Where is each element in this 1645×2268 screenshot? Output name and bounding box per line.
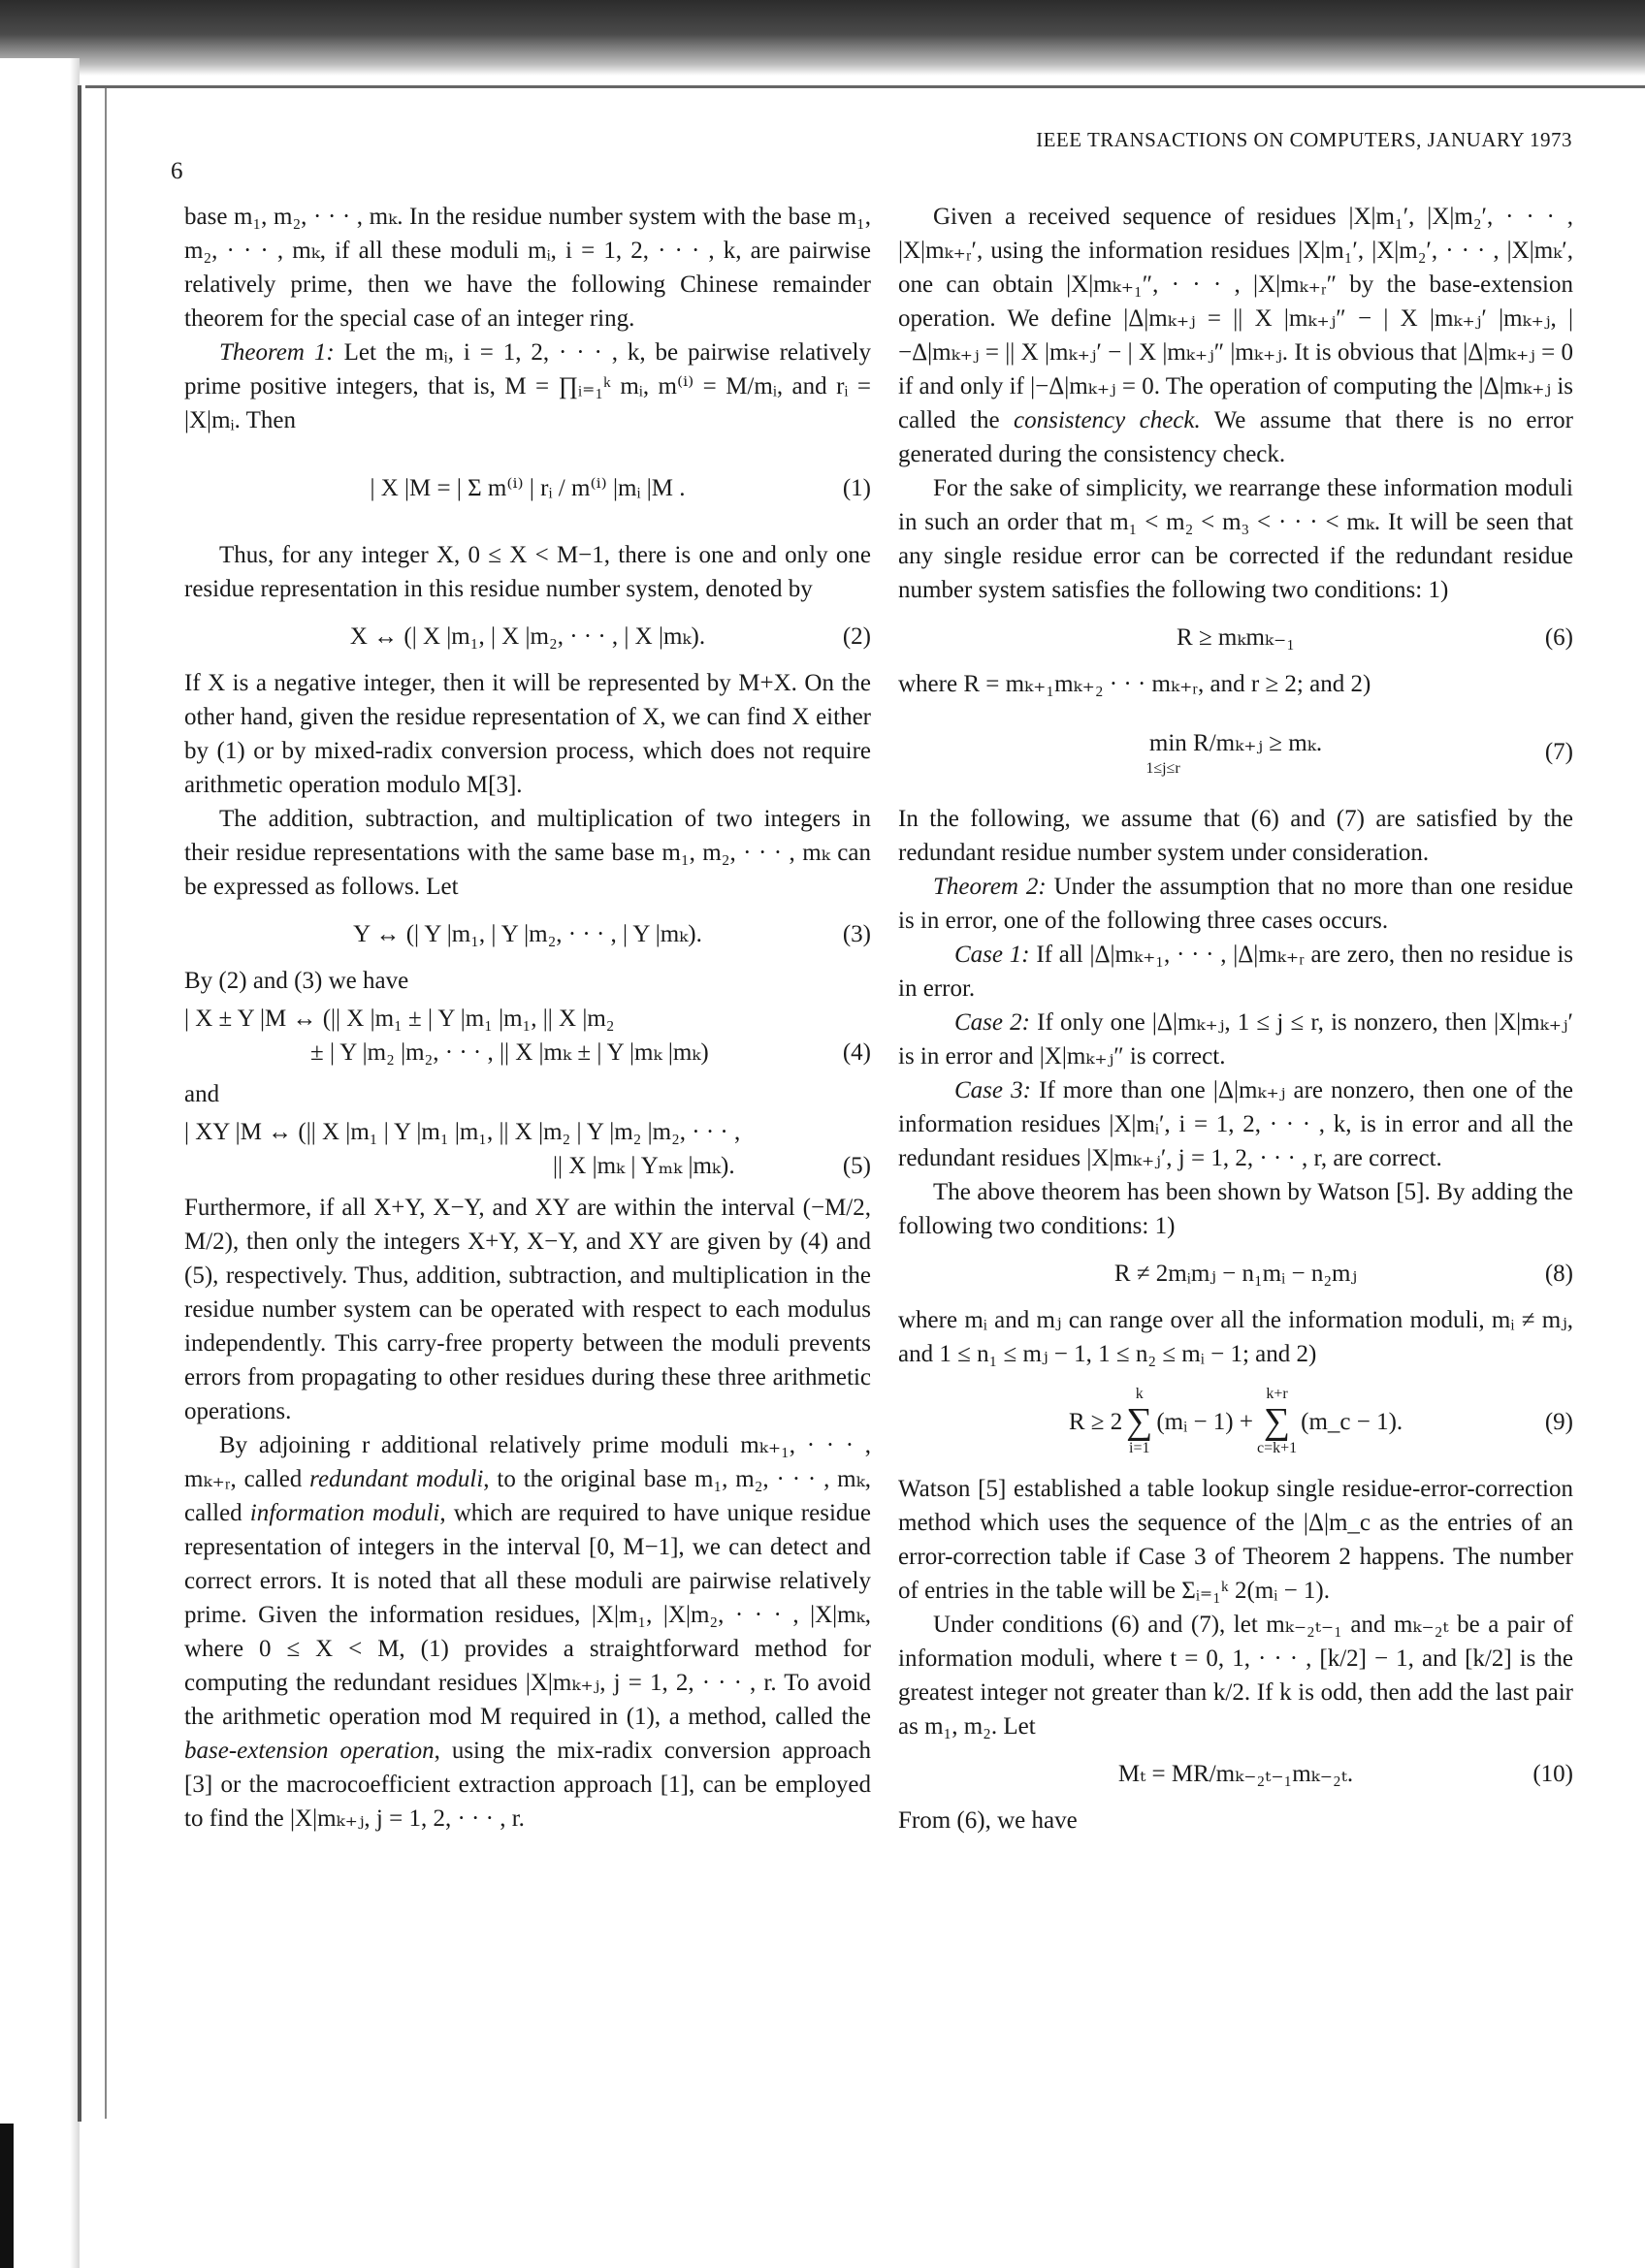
equation-body: min R/mₖ₊ⱼ ≥ mₖ.	[1148, 729, 1323, 756]
paragraph: The above theorem has been shown by Watson [5]. By adding the following two conditions: 1)	[898, 1179, 1573, 1239]
emphasis: consistency check.	[1014, 407, 1201, 433]
paragraph	[898, 200, 1573, 471]
sigma-icon: ∑	[1126, 1401, 1153, 1442]
equation-body: R ≥ mₖmₖ₋₁	[1177, 623, 1295, 651]
equation-number: (10)	[1532, 1760, 1573, 1787]
paragraph: where mᵢ and mⱼ can range over all the information moduli, mᵢ ≠ mⱼ, and 1 ≤ n₁ ≤ mⱼ − 1, 1 ≤ n₂ ≤ mᵢ − 1; and 2)	[898, 1307, 1573, 1367]
page-edge-top	[85, 85, 1645, 88]
page-edge	[78, 85, 81, 2122]
equation-body: X ↔ (| X |m₁, | X |m₂, · · · , | X |mₖ).	[349, 623, 706, 650]
paragraph: By (2) and (3) we have	[184, 968, 409, 994]
equation-rhs: (m_c − 1).	[1301, 1408, 1403, 1435]
equation-number: (9)	[1544, 1408, 1573, 1435]
theorem-1	[184, 335, 871, 437]
paragraph: base m₁, m₂, · · · , mₖ. In the residue number system with the base m₁, m₂, · · · , mₖ, if all these moduli mᵢ, i = 1, 2, · · · , k, are pairwise relatively prime, then we have the following Chinese remainder theorem for the special case of an integer ring.	[184, 204, 871, 332]
equation-body: Mₜ = MR/mₖ₋₂ₜ₋₁mₖ₋₂ₜ.	[1117, 1760, 1354, 1787]
equation-6	[898, 615, 1573, 659]
equation-1	[184, 445, 871, 530]
equation-line: ± | Y |m₂ |m₂, · · · , || X |mₖ ± | Y |mₖ |mₖ)	[310, 1039, 709, 1066]
equation-number: (6)	[1544, 623, 1573, 651]
text-run: , which are required to have unique residue representation of integers in the interval [0, M−1], we can detect and correct errors. It is noted that all these moduli are pairwise relatively prime. Given the information residues, |X|m₁, |X|m₂, · · · , |X|mₖ, where 0 ≤ X < M, (1) provides a straightforward method for computing the redundant residues |X|mₖ₊ⱼ, j = 1, 2, · · · , r. To avoid the arithmetic operation mod M required in (1), a method, called the	[184, 1500, 871, 1730]
equation-number: (4)	[842, 1039, 871, 1066]
case-label: Case 1:	[954, 942, 1030, 968]
sum-upper: k	[1135, 1386, 1144, 1402]
equation-limit: 1≤j≤r	[1145, 759, 1180, 777]
case-1	[898, 938, 1573, 1006]
paragraph: Watson [5] established a table lookup single residue-error-correction method which uses the sequence of the |Δ|m_c as the entries of an error-correction table if Case 3 of Theorem 2 happens. The number of entries in the table will be Σᵢ₌₁ᵏ 2(mᵢ − 1).	[898, 1476, 1573, 1604]
equation-number: (1)	[842, 474, 871, 501]
sigma-icon: ∑	[1264, 1401, 1291, 1442]
text-run: , to the original base m₁, m₂, · · · , mₖ, called	[184, 1466, 871, 1526]
equation-number: (5)	[842, 1153, 871, 1179]
theorem-label: Theorem 1:	[219, 339, 335, 366]
paragraph: For the sake of simplicity, we rearrange these information moduli in such an order that m₁ < m₂ < m₃ < · · · < mₖ. It will be seen that any single residue error can be corrected if the redundant residue number system satisfies the following two conditions: 1)	[898, 475, 1573, 603]
summation	[1257, 1386, 1297, 1457]
theorem-text: Under the assumption that no more than one residue is in error, one of the following three cases occurs.	[898, 874, 1573, 934]
equation-5	[184, 1115, 871, 1183]
equation-4	[184, 1002, 871, 1070]
theorem-2	[898, 870, 1573, 938]
emphasis: information moduli	[249, 1500, 440, 1526]
case-label: Case 2:	[954, 1009, 1030, 1036]
equation-3	[184, 911, 871, 956]
text-run: Given a received sequence of residues |X|m₁′, |X|m₂′, · · · , |X|mₖ₊ᵣ′, using the information residues |X|m₁′, |X|m₂′, · · · , |X|mₖ′, one can obtain |X|mₖ₊₁″, · · · , |X|mₖ₊ᵣ″ by the base-extension operation. We define |Δ|mₖ₊ⱼ = || X |mₖ₊ⱼ″ − | X |mₖ₊ⱼ′ |mₖ₊ⱼ, |−Δ|mₖ₊ⱼ = || X |mₖ₊ⱼ′ − | X |mₖ₊ⱼ″ |mₖ₊ⱼ. It is obvious that |Δ|mₖ₊ⱼ = 0 if and only if |−Δ|mₖ₊ⱼ = 0. The operation of computing the |Δ|mₖ₊ⱼ is called the	[898, 204, 1573, 433]
running-head: IEEE TRANSACTIONS ON COMPUTERS, JANUARY 1973	[1036, 128, 1572, 151]
equation-8	[898, 1251, 1573, 1295]
emphasis: base-extension operation	[184, 1738, 435, 1764]
equation-body: | X |M = | Σ m⁽ⁱ⁾ | rᵢ / m⁽ⁱ⁾ |mᵢ |M .	[370, 474, 686, 501]
paragraph: The addition, subtraction, and multiplication of two integers in their residue representations with the same base m₁, m₂, · · · , mₖ can be expressed as follows. Let	[184, 806, 871, 900]
theorem-label: Theorem 2:	[933, 874, 1047, 900]
sum-upper: k+r	[1266, 1386, 1288, 1402]
equation-number: (2)	[842, 623, 871, 650]
page-edge-inner	[105, 87, 107, 2119]
paragraph: If X is a negative integer, then it will be represented by M+X. On the other hand, given the residue representation of X, we can find X either by (1) or by mixed-radix conversion process, which does not require arithmetic operation modulo M[3].	[184, 670, 871, 798]
case-text: If all |Δ|mₖ₊₁, · · · , |Δ|mₖ₊ᵣ are zero, then no residue is in error.	[898, 942, 1573, 1002]
text-run: By adjoining r additional relatively prime moduli mₖ₊₁, · · · , mₖ₊ᵣ, called	[184, 1432, 871, 1492]
text-run: We assume that there is no error generated during the consistency check.	[898, 407, 1573, 467]
paragraph	[184, 1428, 871, 1836]
equation-body: R ≠ 2mᵢmⱼ − n₁mᵢ − n₂mⱼ	[1113, 1260, 1358, 1287]
text-run: , using the mix-radix conversion approach [3] or the macrocoefficient extraction approach [1], can be employed to find the |X|mₖ₊ⱼ, j = 1, 2, · · · , r.	[184, 1738, 871, 1832]
paragraph: Thus, for any integer X, 0 ≤ X < M−1, there is one and only one residue representation in this residue number system, denoted by	[184, 542, 871, 602]
paragraph: From (6), we have	[898, 1807, 1078, 1834]
equation-2	[184, 614, 871, 658]
equation-mid: (mᵢ − 1) +	[1156, 1408, 1253, 1435]
left-column	[184, 200, 871, 1836]
equation-10	[898, 1751, 1573, 1796]
equation-lhs: R ≥ 2	[1068, 1408, 1123, 1435]
summation	[1126, 1386, 1152, 1457]
paragraph: where R = mₖ₊₁mₖ₊₂ · · · mₖ₊ᵣ, and r ≥ 2; and 2)	[898, 671, 1371, 697]
equation-body-wrap	[1145, 726, 1325, 778]
sum-lower: i=1	[1129, 1440, 1150, 1456]
paragraph: Furthermore, if all X+Y, X−Y, and XY are within the interval (−M/2, M/2), then only the integers X+Y, X−Y, and XY are given by (4) and (5), respectively. Thus, addition, subtraction, and multiplication in the residue number system can be operated with respect to each modulus independently. This carry-free property between the moduli prevents errors from propagating to other residues during these three arithmetic operations.	[184, 1195, 871, 1424]
paragraph: and	[184, 1081, 220, 1107]
equation-number: (8)	[1544, 1260, 1573, 1287]
equation-number: (7)	[1544, 738, 1573, 765]
equation-9	[898, 1379, 1573, 1464]
paragraph: In the following, we assume that (6) and (7) are satisfied by the redundant residue number system under consideration.	[898, 806, 1573, 866]
equation-7	[898, 709, 1573, 794]
equation-body: Y ↔ (| Y |m₁, | Y |m₂, · · · , | Y |mₖ).	[353, 920, 702, 947]
page-number: 6	[171, 158, 183, 184]
emphasis: redundant moduli	[309, 1466, 484, 1492]
equation-number: (3)	[842, 920, 871, 947]
sum-lower: c=k+1	[1256, 1440, 1298, 1456]
case-3	[898, 1073, 1573, 1175]
case-text: If more than one |Δ|mₖ₊ⱼ are nonzero, then one of the information residues |X|mᵢ′, i = 1, 2, · · · , k, is in error and all the redundant residues |X|mₖ₊ⱼ′, j = 1, 2, · · · , r, are correct.	[898, 1077, 1573, 1171]
theorem-text: Let the mᵢ, i = 1, 2, · · · , k, be pairwise relatively prime positive integers, that is, M = ∏ᵢ₌₁ᵏ mᵢ, m⁽ⁱ⁾ = M/mᵢ, and rᵢ = |X|mᵢ. Then	[184, 339, 871, 433]
case-2	[898, 1006, 1573, 1073]
equation-line: || X |mₖ | Yₘₖ |mₖ).	[553, 1153, 735, 1179]
case-label: Case 3:	[954, 1077, 1031, 1103]
scan-shadow-bottom	[0, 2124, 14, 2268]
scan-shadow-top	[0, 0, 1645, 76]
equation-line: | XY |M ↔ (|| X |m₁ | Y |m₁ |m₁, || X |m₂ | Y |m₂ |m₂, · · · ,	[184, 1119, 741, 1145]
equation-line: | X ± Y |M ↔ (|| X |m₁ ± | Y |m₁ |m₁, || X |m₂	[184, 1006, 615, 1032]
right-column	[898, 200, 1573, 1837]
paragraph: Under conditions (6) and (7), let mₖ₋₂ₜ₋₁ and mₖ₋₂ₜ be a pair of information moduli, where t = 0, 1, · · · , [k/2] − 1, and [k/2] is the greatest integer not greater than k/2. If k is odd, then add the last pair as m₁, m₂. Let	[898, 1612, 1573, 1740]
scan-margin-left	[0, 58, 80, 2268]
case-text: If only one |Δ|mₖ₊ⱼ, 1 ≤ j ≤ r, is nonzero, then |X|mₖ₊ⱼ′ is in error and |X|mₖ₊ⱼ″ is correct.	[898, 1009, 1573, 1070]
